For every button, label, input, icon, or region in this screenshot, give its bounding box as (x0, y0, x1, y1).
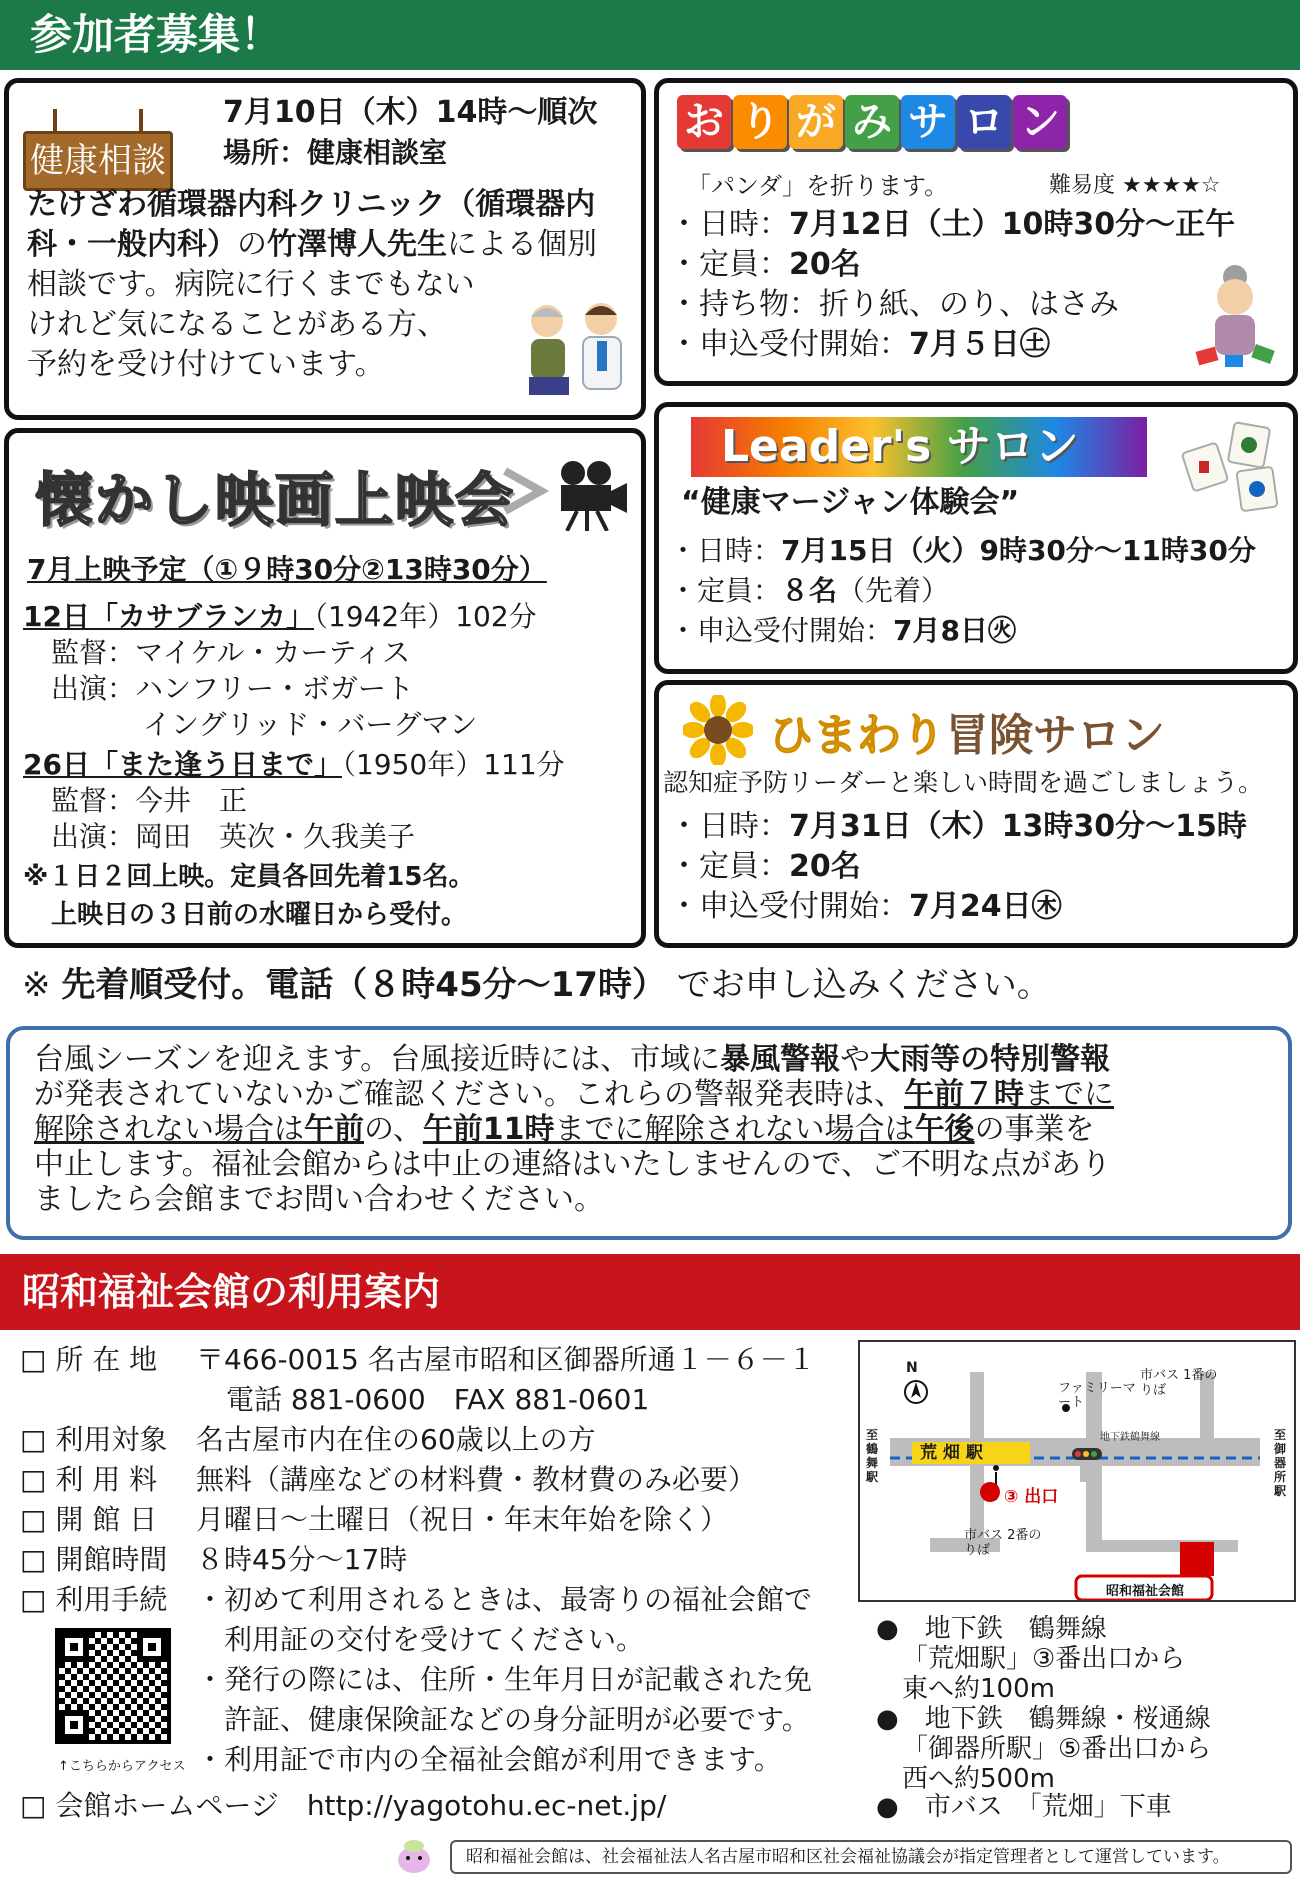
leader-salon-panel (654, 402, 1298, 674)
doctor-patient-illustration (515, 293, 635, 403)
bullet-icon: ● (876, 1792, 899, 1822)
guide-row-hours (20, 1540, 407, 1580)
guide-header: 昭和福祉会館の利用案内 (0, 1254, 1300, 1330)
guide-row-phone (20, 1380, 649, 1420)
label: ・申込受付開始： (669, 889, 909, 924)
bullet-icon: ● (876, 1704, 899, 1734)
t: までに (1024, 1077, 1114, 1112)
clinic-dept: 科・一般内科） (27, 227, 237, 262)
consult-desc-5: 予約を受け付けています。 (27, 347, 385, 382)
health-consult-sign (23, 109, 173, 183)
movie-2-cast: 出演：岡田 英次・久我美子 (51, 820, 416, 853)
map-right-dir: 至御器所駅 (1274, 1428, 1287, 1498)
t: 市バス 「荒畑」下車 (924, 1792, 1172, 1822)
value: 20名 (789, 849, 861, 884)
desc-end: による個別 (447, 227, 597, 262)
origami-title-char: ン (1013, 95, 1067, 149)
movie-note-1: ※１日２回上映。定員各回先着15名。 (23, 862, 475, 892)
screening-schedule: 7月上映予定（①９時30分②13時30分） (27, 553, 547, 586)
movie-1-info: （1942年）102分 (313, 600, 537, 633)
t: の、 (364, 1112, 423, 1147)
origami-capacity (669, 245, 861, 285)
movie-note-2: 上映日の３日前の水曜日から受付。 (51, 900, 468, 930)
t: が発表されていないかご確認ください。これらの警報発表時は、 (34, 1077, 904, 1112)
notice-mark: ※ (22, 965, 51, 1005)
desc-no: の (237, 227, 267, 262)
qr-corner (59, 1710, 89, 1740)
t: 「荒畑駅」③番出口から (902, 1644, 1186, 1674)
origami-title (677, 95, 1067, 149)
label: □ 利 用 料 (20, 1463, 158, 1496)
leader-apply (669, 611, 1016, 651)
application-notice (22, 960, 1051, 1010)
access-map (858, 1340, 1296, 1602)
typhoon-line-2 (34, 1077, 1264, 1112)
movie-camera-icon (501, 451, 631, 531)
t: 地下鉄 鶴舞線・桜通線 (924, 1704, 1211, 1734)
leader-salon-title: Leader's サロン (691, 417, 1147, 477)
movie-1-cast: 出演：ハンフリー・ボガート (51, 672, 414, 705)
access-subway-2 (876, 1704, 1211, 1794)
footer-note: 昭和福祉会館は、社会福祉法人名古屋市昭和区社会福祉協議会が指定管理者として運営しています。 (450, 1840, 1292, 1874)
consult-desc-1: たけざわ循環器内科クリニック（循環器内 (27, 187, 596, 222)
consult-desc-2 (27, 225, 597, 265)
guide-row-address (20, 1340, 816, 1380)
value: ・初めて利用されるときは、最寄りの福祉会館で (196, 1583, 813, 1616)
origami-title-char: が (789, 95, 843, 149)
map-bus-1: 市バス 1番のりば (1140, 1368, 1218, 1398)
label: □ 所 在 地 (20, 1343, 158, 1376)
access-bus (876, 1792, 1172, 1822)
leader-capacity (669, 571, 949, 611)
t: 午前 (304, 1112, 364, 1147)
consult-desc-3: 相談です。病院に行くまでもない (27, 267, 475, 302)
himawari-title-a: ひまわり (769, 710, 945, 761)
qr-corner (59, 1632, 89, 1662)
label: □ 利用手続 (20, 1583, 168, 1616)
qr-corner (137, 1632, 167, 1662)
movie-2-director: 監督：今井 正 (51, 784, 248, 817)
movie-screening-panel (4, 428, 646, 948)
map-bus-2: 市バス 2番のりば (964, 1528, 1042, 1558)
bullet-icon: ● (876, 1614, 899, 1644)
guide-row-procedure-3 (196, 1660, 812, 1700)
typhoon-line-1 (34, 1042, 1264, 1077)
grandma-folding-illustration (1185, 259, 1285, 369)
value: ８名 (781, 574, 838, 607)
t: 東へ約100m (902, 1674, 1055, 1704)
value: 電話 881-0600 FAX 881-0601 (226, 1383, 650, 1416)
consult-place: 場所：健康相談室 (223, 136, 448, 169)
t: 午前11時 (422, 1112, 555, 1147)
movie-1 (23, 597, 537, 637)
homepage-link[interactable]: http://yagotohu.ec-net.jp/ (306, 1789, 667, 1822)
value: 20名 (789, 247, 861, 282)
t: 地下鉄 鶴舞線 (924, 1614, 1107, 1644)
origami-items: ・持ち物：折り紙、のり、はさみ (669, 287, 1119, 322)
notice-bold: 先着順受付。電話（８時45分～17時） (61, 965, 666, 1005)
movie-1-title: 12日「カサブランカ」 (23, 600, 314, 633)
origami-salon-panel (654, 78, 1298, 386)
value: ・利用証で市内の全福祉会館が利用できます。 (196, 1743, 782, 1776)
t: 暴風警報 (720, 1042, 841, 1077)
value: 7月8日㊋ (893, 614, 1016, 647)
t: 大雨等の特別警報 (870, 1042, 1111, 1077)
qr-caption: ↑こちらからアクセス (58, 1759, 186, 1774)
movie-title: 懐かし映画上映会 (35, 466, 516, 534)
movie-2-info: （1950年）111分 (341, 748, 565, 781)
guide-row-open-days (20, 1500, 728, 1540)
consult-desc-4: けれど気になることがある方、 (27, 307, 447, 342)
value: 許証、健康保険証などの身分証明が必要です。 (196, 1703, 810, 1736)
value: 月曜日～土曜日（祝日・年末年始を除く） (196, 1503, 729, 1536)
value: 無料（講座などの材料費・教材費のみ必要） (196, 1463, 757, 1496)
origami-subtitle: 「パンダ」を折ります。 (687, 172, 949, 200)
value: ・発行の際には、住所・生年月日が記載された免 (196, 1663, 813, 1696)
value: 〒466-0015 名古屋市昭和区御器所通１－６－１ (196, 1343, 816, 1376)
himawari-apply (669, 887, 1062, 927)
origami-difficulty: 難易度 ★★★★☆ (1049, 173, 1221, 198)
health-consult-panel (4, 78, 646, 420)
label: □ 開館時間 (20, 1543, 168, 1576)
origami-title-char: ロ (957, 95, 1011, 149)
map-family-mart: ファミリーマート (1058, 1381, 1136, 1410)
label: ・定員： (669, 849, 789, 884)
movie-1-cast-2: イングリッド・バーグマン (143, 708, 478, 741)
sign-rope-left (53, 109, 57, 133)
label: □ 開 館 日 (20, 1503, 158, 1536)
value: ８時45分～17時 (196, 1543, 408, 1576)
origami-apply (669, 325, 1050, 365)
t: 午前７時 (904, 1077, 1024, 1112)
himawari-title (769, 699, 1165, 763)
t: 台風シーズンを迎えます。台風接近時には、市域に (34, 1042, 721, 1077)
guide-row-procedure (20, 1580, 812, 1620)
access-subway-1 (876, 1614, 1185, 1704)
value: 7月15日（火）9時30分～11時30分 (781, 534, 1256, 567)
map-exit: ③ 出口 (1004, 1487, 1059, 1507)
t: 「御器所駅」⑤番出口から (902, 1734, 1212, 1764)
origami-date (669, 205, 1235, 245)
leader-subtitle: “健康マージャン体験会” (681, 485, 1020, 520)
t: までに解除されない場合は (554, 1112, 915, 1147)
value: 利用証の交付を受けてください。 (196, 1623, 645, 1656)
label: □ 会館ホームページ (20, 1789, 279, 1822)
sign-rope-right (139, 109, 143, 133)
himawari-date (669, 807, 1247, 847)
label: ・申込受付開始： (669, 327, 909, 362)
map-subway-line: 地下鉄鶴舞線 (1100, 1432, 1160, 1443)
t: 午後 (914, 1112, 975, 1147)
consult-date: 7月10日（木）14時～順次 (223, 95, 598, 130)
t: や (840, 1042, 871, 1077)
page-header: 参加者募集！ (0, 0, 1300, 70)
typhoon-line-4: 中止します。福祉会館からは中止の連絡はいたしませんので、ご不明な点があり (34, 1147, 1111, 1182)
guide-row-procedure-4 (196, 1700, 810, 1740)
movie-2-title: 26日「また逢う日まで」 (23, 748, 342, 781)
origami-title-char: り (733, 95, 787, 149)
himawari-title-b: 冒険サロン (945, 710, 1165, 761)
himawari-capacity (669, 847, 861, 887)
leader-date (669, 531, 1256, 571)
notice-rest: でお申し込みください。 (676, 965, 1051, 1005)
label: □ 利用対象 (20, 1423, 168, 1456)
doctor-name: 竹澤博人先生 (267, 227, 447, 262)
note: （先着） (837, 574, 950, 607)
guide-row-procedure-2 (196, 1620, 644, 1660)
origami-title-char: サ (901, 95, 955, 149)
label: ・日時： (669, 809, 789, 844)
sign-label: 健康相談 (23, 131, 173, 191)
t: 西へ約500m (902, 1764, 1055, 1794)
sunflower-icon (683, 695, 753, 765)
map-north: N (906, 1360, 918, 1376)
guide-row-homepage (20, 1786, 666, 1826)
t: 解除されない場合は (34, 1112, 304, 1147)
guide-row-procedure-5 (196, 1740, 782, 1780)
label: ・日時： (669, 207, 789, 242)
himawari-desc: 認知症予防リーダーと楽しい時間を過ごしましょう。 (663, 768, 1264, 797)
map-station: 荒 畑 駅 (920, 1443, 983, 1463)
label: ・申込受付開始： (669, 614, 894, 647)
origami-title-char: み (845, 95, 899, 149)
movie-2 (23, 745, 565, 785)
typhoon-notice (6, 1026, 1292, 1240)
value: 名古屋市内在住の60歳以上の方 (196, 1423, 596, 1456)
himawari-salon-panel (654, 680, 1298, 948)
label: ・日時： (669, 534, 782, 567)
mascot-icon (392, 1836, 436, 1876)
guide-row-eligibility (20, 1420, 596, 1460)
value: 7月31日（木）13時30分～15時 (789, 809, 1247, 844)
value: 7月24日㊍ (909, 889, 1062, 924)
movie-1-director: 監督：マイケル・カーティス (51, 636, 411, 669)
value: 7月５日㊏ (909, 327, 1050, 362)
label: ・定員： (669, 247, 789, 282)
typhoon-line-5: ましたら会館までお問い合わせください。 (34, 1182, 604, 1217)
origami-title-char: お (677, 95, 731, 149)
t: の事業を (974, 1112, 1095, 1147)
value: 7月12日（土）10時30分～正午 (789, 207, 1236, 242)
guide-row-fee (20, 1460, 756, 1500)
label: ・定員： (669, 574, 782, 607)
homepage-qr-code[interactable] (55, 1628, 171, 1744)
typhoon-line-3 (34, 1112, 1264, 1147)
map-left-dir: 至鶴舞駅 (866, 1428, 879, 1484)
mahjong-tiles-illustration (1179, 417, 1289, 517)
map-hall-label: 昭和福祉会館 (1105, 1584, 1184, 1599)
